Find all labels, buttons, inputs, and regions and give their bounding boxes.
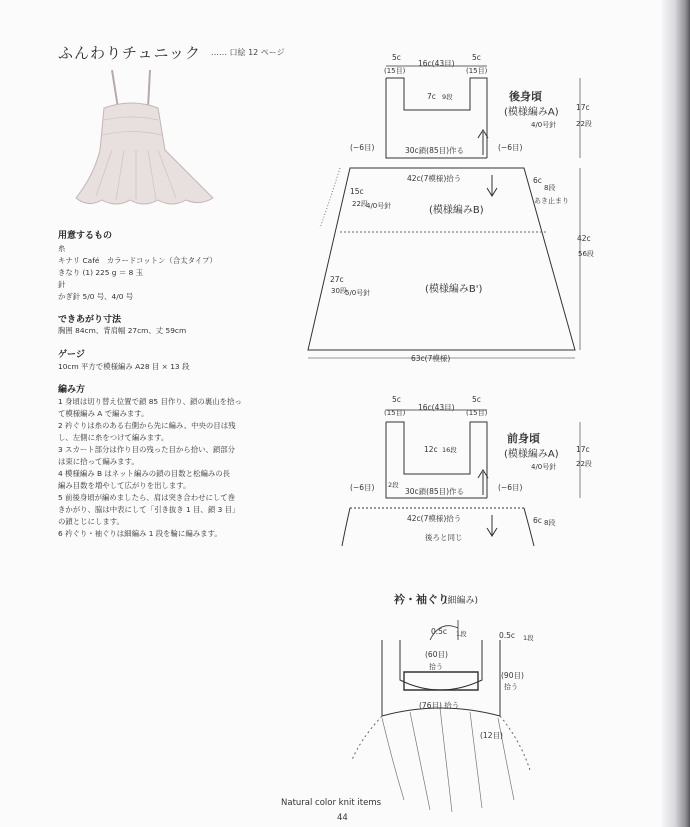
back-minus-left: (−6目) [350,143,375,152]
front-side-height: 17c [576,445,590,454]
back-minus-right: (−6目) [498,143,523,152]
front-pattern: (模様編みA) [504,449,559,460]
back-neck-depth: 7c [427,92,436,101]
back-title: 後身頃 [509,90,542,103]
front-neck-rows: 16段 [442,446,457,454]
border-top-right: 0.5c [499,631,516,640]
back-needle-3: 5/0号針 [345,289,371,297]
front-chain: 30c鎖(85目)作る [405,487,465,496]
page-title: ふんわりチュニック [58,44,201,62]
border-top-left: 0.5c [431,627,448,636]
materials-line: キナリ Café カラードコットン（合太タイプ） [58,256,217,265]
back-skirt-left-rows: 22段 [352,200,368,208]
back-lower-skirt-rows: 30段 [331,287,347,295]
footer-text: Natural color knit items [281,798,382,808]
materials-line: 針 [58,280,66,289]
back-hem: 63c(7模様) [411,354,451,363]
back-pattern-b2: (模様編みB') [425,284,483,295]
border-top-left-rows: 1段 [456,630,467,638]
back-dim-sub: (15目) [384,67,406,75]
front-side-rows: 22段 [576,460,592,468]
gauge-heading: ゲージ [58,350,85,360]
front-title: 前身頃 [507,432,540,445]
back-needle-2: 4/0号針 [366,202,392,210]
front-neck-depth: 12c [424,445,438,454]
back-skirt-left: 15c [350,187,364,196]
back-pattern: (模様編みA) [504,107,559,118]
back-dim-top: 16c(43目) [418,59,455,68]
back-chain: 30c鎖(85目)作る [405,146,465,155]
back-increase: 6c [533,176,542,185]
method-line: し、左側に糸をつけて編みます。 [58,433,169,442]
border-side-count: (12目) [480,731,503,740]
method-line: は束に拾って編みます。 [58,457,139,466]
method-line: て模様編み A で編みます。 [58,409,149,418]
back-pattern-b: (模様編みB) [429,205,484,216]
method-line: の鎖とじにします。 [58,517,124,526]
front-dim-sub: (15目) [384,409,406,417]
back-skirt-height: 42c [577,234,591,243]
method-line: 2 衿ぐりは糸のある右側から先に編み、中央の目は残 [58,421,236,430]
border-top-right-rows: 1段 [523,634,534,642]
back-pickup: 42c(7模様)拾う [407,174,462,183]
front-increase: 6c [533,516,542,525]
front-minus-right: (−6目) [498,483,523,492]
page-number: 44 [337,813,348,823]
border-neck-pickup: 拾う [429,663,443,671]
border-arm-pickup: 拾う [504,683,518,691]
front-minus-left: (−6目) [350,483,375,492]
materials-line: きなり (1) 225 g ＝ 8 玉 [58,268,144,277]
materials-line: かぎ針 5/0 号、4/0 号 [58,292,134,301]
border-bottom-count: (76目) 拾う [419,701,460,710]
back-skirt-outline [308,168,575,350]
materials-line: 糸 [58,244,66,253]
border-neck-count: (60目) [425,650,448,659]
front-same-note: 後ろと同じ [425,533,463,542]
front-pickup: 42c(7模様)拾う [407,514,462,523]
front-dim-sub: (15目) [466,409,488,417]
method-line: 5 前後身頃が編めましたら、肩は突き合わせにして巻 [58,493,236,502]
front-increase-rows: 8段 [544,519,556,527]
back-dim-top: 5c [392,53,401,62]
border-title-sub: (細編み) [444,596,479,606]
border-arm-count: (90目) [501,671,524,680]
front-dim-top: 5c [392,395,401,404]
front-dim-top: 16c(43目) [418,403,455,412]
method-line: きかがり、脇は中表にして「引き抜き 1 目、鎖 3 目」 [58,505,240,514]
back-increase-rows: 8段 [544,184,556,192]
front-dim-top: 5c [472,395,481,404]
gauge-line: 10cm 平方で模様編み A28 目 × 13 段 [58,362,190,371]
front-mid-rows: 2段 [388,481,399,489]
size-heading: できあがり寸法 [58,315,122,325]
method-heading: 編み方 [58,385,86,395]
back-needle: 4/0号針 [531,121,557,129]
materials-heading: 用意するもの [58,231,113,241]
back-neck-rows: 9段 [442,93,453,101]
back-dim-top: 5c [472,53,481,62]
page-reference: …… 口絵 12 ページ [211,48,285,57]
method-line: 6 衿ぐり・袖ぐりは細編み 1 段を輪に編みます。 [58,529,222,538]
back-side-rows: 22段 [576,120,592,128]
method-line: 1 身頃は切り替え位置で鎖 85 目作り、鎖の裏山を拾っ [58,397,242,406]
method-line: 4 模様編み B はネット編みの鎖の目数と松編みの長 [58,469,231,478]
method-line: 3 スカート部分は作り目の残った目から拾い、鎖部分 [58,445,236,454]
border-title: 衿・袖ぐり [394,593,449,606]
back-dim-sub: (15目) [466,67,488,75]
back-side-height: 17c [576,103,590,112]
size-line: 胸囲 84cm、背肩幅 27cm、丈 59cm [58,326,187,335]
back-skirt-rows: 56段 [578,250,594,258]
front-needle: 4/0号針 [531,463,557,471]
back-slit: あき止まり [534,197,569,205]
method-line: 編み目数を増やして広がりを出します。 [58,481,191,490]
back-lower-skirt: 27c [330,275,344,284]
